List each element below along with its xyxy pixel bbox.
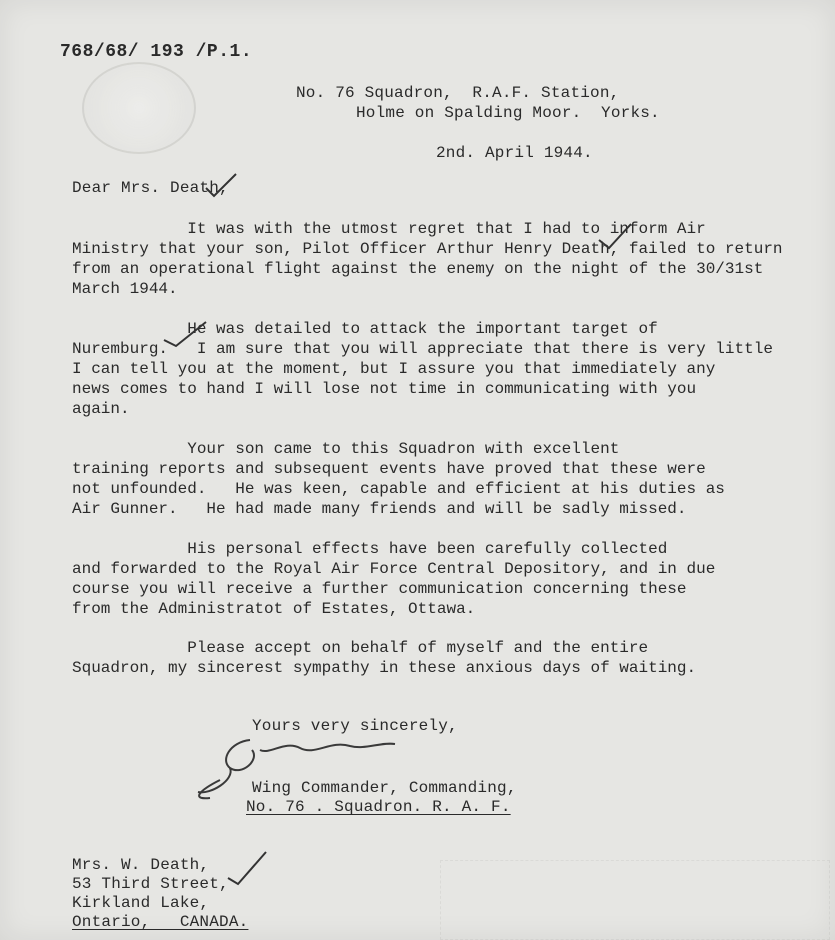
address-line-1: No. 76 Squadron, R.A.F. Station,: [296, 84, 620, 102]
paragraph-1: [72, 219, 817, 299]
paragraph-line: Your son came to this Squadron with excellent: [72, 440, 620, 458]
valediction: Yours very sincerely,: [252, 717, 458, 735]
signatory-title: Wing Commander, Commanding,: [252, 779, 517, 797]
paragraph-line: I can tell you at the moment, but I assure you that immediately any: [72, 360, 716, 378]
paragraph-line: from an operational flight against the enemy on the night of the 30/31st: [72, 260, 764, 278]
paragraph-line: not unfounded. He was keen, capable and efficient at his duties as: [72, 480, 725, 498]
paragraph-line: again.: [72, 400, 130, 418]
faded-stamp: [440, 860, 830, 940]
paragraph-line: He was detailed to attack the important target of: [72, 320, 658, 338]
reference-number: 768/68/ 193 /P.1.: [60, 42, 253, 62]
paragraph-line: from the Administratot of Estates, Ottawa.: [72, 600, 476, 618]
paragraph-line: Please accept on behalf of myself and the entire: [72, 639, 649, 657]
paragraph-line: course you will receive a further communication concerning these: [72, 580, 687, 598]
letter-date: 2nd. April 1944.: [436, 144, 593, 162]
paragraph-line: It was with the utmost regret that I had to inform Air: [72, 220, 706, 238]
paragraph-3: [72, 439, 817, 519]
paragraph-5: [72, 638, 817, 678]
recipient-street: 53 Third Street,: [72, 875, 229, 893]
paragraph-line: Ministry that your son, Pilot Officer Arthur Henry Death, failed to return: [72, 240, 783, 258]
check-mark-icon: [595, 222, 635, 252]
address-line-2: Holme on Spalding Moor. Yorks.: [356, 104, 660, 122]
check-mark-icon: [222, 848, 272, 888]
embossed-seal: [82, 62, 196, 154]
salutation: Dear Mrs. Death,: [72, 179, 229, 197]
recipient-name: Mrs. W. Death,: [72, 856, 210, 874]
recipient-country: Ontario, CANADA.: [72, 913, 249, 931]
paragraph-line: His personal effects have been carefully collected: [72, 540, 668, 558]
check-mark-icon: [200, 172, 240, 200]
check-mark-icon: [160, 318, 210, 348]
paragraph-line: March 1944.: [72, 280, 178, 298]
recipient-city: Kirkland Lake,: [72, 894, 210, 912]
signatory-unit: No. 76 . Squadron. R. A. F.: [246, 798, 511, 816]
paragraph-line: and forwarded to the Royal Air Force Central Depository, and in due: [72, 560, 716, 578]
paragraph-line: Air Gunner. He had made many friends and will be sadly missed.: [72, 500, 687, 518]
paragraph-line: news comes to hand I will lose not time in communicating with you: [72, 380, 697, 398]
paragraph-line: Nuremburg. I am sure that you will appreciate that there is very little: [72, 340, 773, 358]
paragraph-line: training reports and subsequent events have proved that these were: [72, 460, 706, 478]
paragraph-4: [72, 539, 817, 619]
paragraph-line: Squadron, my sincerest sympathy in these anxious days of waiting.: [72, 659, 697, 677]
